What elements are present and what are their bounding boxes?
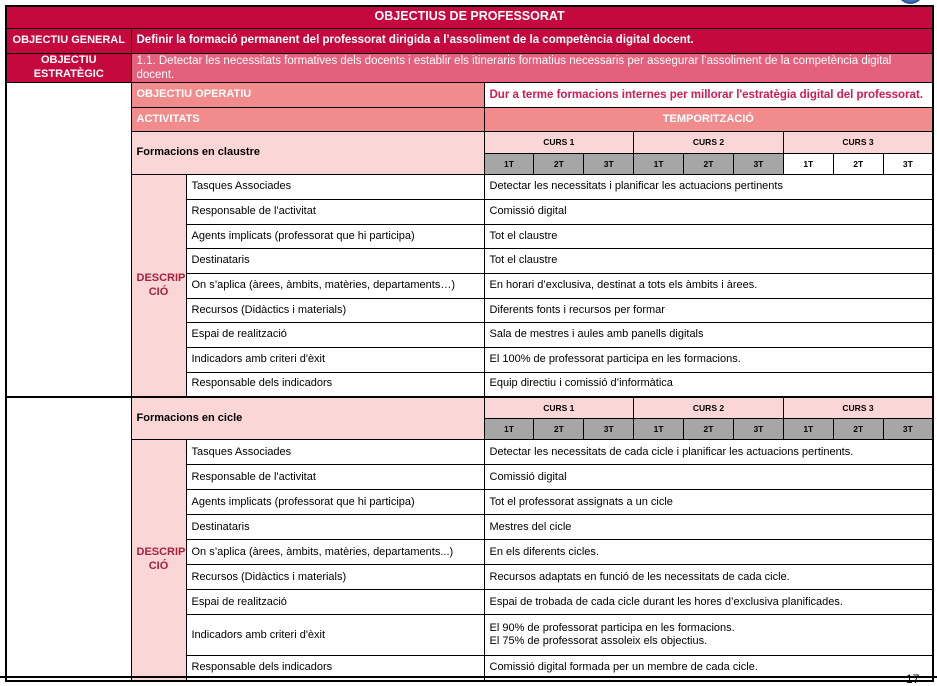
trimester-cell: 3T — [584, 154, 634, 175]
field-value: Recursos adaptats en funció de les necessitats de cada cicle. — [484, 565, 933, 590]
left-margin-cell-section2 — [6, 397, 131, 681]
temporitzacio-header: TEMPORITZACIÓ — [484, 108, 933, 132]
field-label: Espai de realització — [186, 323, 484, 348]
activity-name-claustre: Formacions en claustre — [131, 132, 484, 175]
trimester-cell: 2T — [684, 154, 734, 175]
curs-3-header: CURS 3 — [783, 397, 933, 419]
trimester-cell: 1T — [634, 419, 684, 440]
trimester-cell: 2T — [684, 419, 734, 440]
field-label: Destinataris — [186, 249, 484, 274]
descripcio-header: DESCRIP CIÓ — [131, 440, 186, 681]
activity-name-cicle: Formacions en cicle — [131, 397, 484, 440]
field-label: On s’aplica (àrees, àmbits, matèries, departaments…) — [186, 274, 484, 299]
trimester-cell: 1T — [634, 154, 684, 175]
field-label: Responsable de l'activitat — [186, 199, 484, 224]
field-label: Recursos (Didàctics i materials) — [186, 565, 484, 590]
field-label: Indicadors amb criteri d'èxit — [186, 615, 484, 656]
field-label: Tasques Associades — [186, 440, 484, 465]
field-label: Agents implicats (professorat que hi participa) — [186, 224, 484, 249]
field-label: On s’aplica (àrees, àmbits, matèries, departaments...) — [186, 540, 484, 565]
field-label: Responsable dels indicadors — [186, 372, 484, 397]
trimester-cell: 1T — [484, 419, 534, 440]
field-label: Responsable de l'activitat — [186, 465, 484, 490]
curs-1-header: CURS 1 — [484, 397, 634, 419]
trimester-cell: 3T — [883, 154, 933, 175]
field-value: Tot el claustre — [484, 249, 933, 274]
cutoff-circle-button[interactable] — [897, 0, 924, 4]
field-value: Comissió digital — [484, 199, 933, 224]
trimester-cell: 1T — [783, 154, 833, 175]
field-value: Sala de mestres i aules amb panells digitals — [484, 323, 933, 348]
objectiu-general-label: OBJECTIU GENERAL — [6, 28, 131, 53]
objectius-table — [5, 5, 934, 682]
field-value: Comissió digital — [484, 465, 933, 490]
field-value: Detectar les necessitats de cada cicle i planificar les actuacions pertinents. — [484, 440, 933, 465]
trimester-cell: 1T — [783, 419, 833, 440]
field-label: Responsable dels indicadors — [186, 656, 484, 681]
field-label: Destinataris — [186, 515, 484, 540]
objectiu-estrategic-text: 1.1. Detectar les necessitats formatives dels docents i establir els itineraris formatius necessaris per assegurar l’assoliment de la competència digital docent. — [131, 53, 933, 83]
trimester-cell: 2T — [534, 154, 584, 175]
trimester-cell: 3T — [733, 154, 783, 175]
descripcio-header: DESCRIP CIÓ — [131, 175, 186, 397]
page-number: 17 — [906, 672, 920, 686]
trimester-cell: 1T — [484, 154, 534, 175]
curs-2-header: CURS 2 — [634, 397, 784, 419]
field-value: En els diferents cicles. — [484, 540, 933, 565]
page-bottom-rule — [0, 676, 937, 678]
objectiu-general-text: Definir la formació permanent del professorat dirigida a l’assoliment de la competència digital docent. — [131, 28, 933, 53]
trimester-cell: 3T — [584, 419, 634, 440]
field-value: Equip directiu i comissió d’informàtica — [484, 372, 933, 397]
page-title: OBJECTIUS DE PROFESSORAT — [6, 6, 933, 28]
field-label: Espai de realització — [186, 590, 484, 615]
curs-2-header: CURS 2 — [634, 132, 784, 154]
activitats-header: ACTIVITATS — [131, 108, 484, 132]
field-value: Diferents fonts i recursos per formar — [484, 298, 933, 323]
field-value: Tot el claustre — [484, 224, 933, 249]
trimester-cell: 3T — [733, 419, 783, 440]
objectiu-operatiu-value: Dur a terme formacions internes per millorar l'estratègia digital del professorat. — [484, 83, 933, 108]
curs-1-header: CURS 1 — [484, 132, 634, 154]
left-margin-cell-section1 — [6, 83, 131, 397]
field-label: Indicadors amb criteri d'èxit — [186, 348, 484, 373]
objectiu-operatiu-label: OBJECTIU OPERATIU — [131, 83, 484, 108]
field-label: Recursos (Didàctics i materials) — [186, 298, 484, 323]
trimester-cell: 2T — [534, 419, 584, 440]
field-value: Espai de trobada de cada cicle durant les hores d’exclusiva planificades. — [484, 590, 933, 615]
field-value: El 90% de professorat participa en les formacions. El 75% de professorat assoleix els objectius. — [484, 615, 933, 656]
field-value: En horari d’exclusiva, destinat a tots els àmbits i àrees. — [484, 274, 933, 299]
objectiu-estrategic-label: OBJECTIU ESTRATÈGIC — [6, 53, 131, 83]
field-value: Mestres del cicle — [484, 515, 933, 540]
field-value: El 100% de professorat participa en les formacions. — [484, 348, 933, 373]
field-value: Comissió digital formada per un membre de cada cicle. — [484, 656, 933, 681]
field-label: Agents implicats (professorat que hi participa) — [186, 490, 484, 515]
field-value: Detectar les necessitats i planificar les actuacions pertinents — [484, 175, 933, 200]
trimester-cell: 2T — [833, 419, 883, 440]
field-value: Tot el professorat assignats a un cicle — [484, 490, 933, 515]
curs-3-header: CURS 3 — [783, 132, 933, 154]
field-label: Tasques Associades — [186, 175, 484, 200]
trimester-cell: 3T — [883, 419, 933, 440]
trimester-cell: 2T — [833, 154, 883, 175]
